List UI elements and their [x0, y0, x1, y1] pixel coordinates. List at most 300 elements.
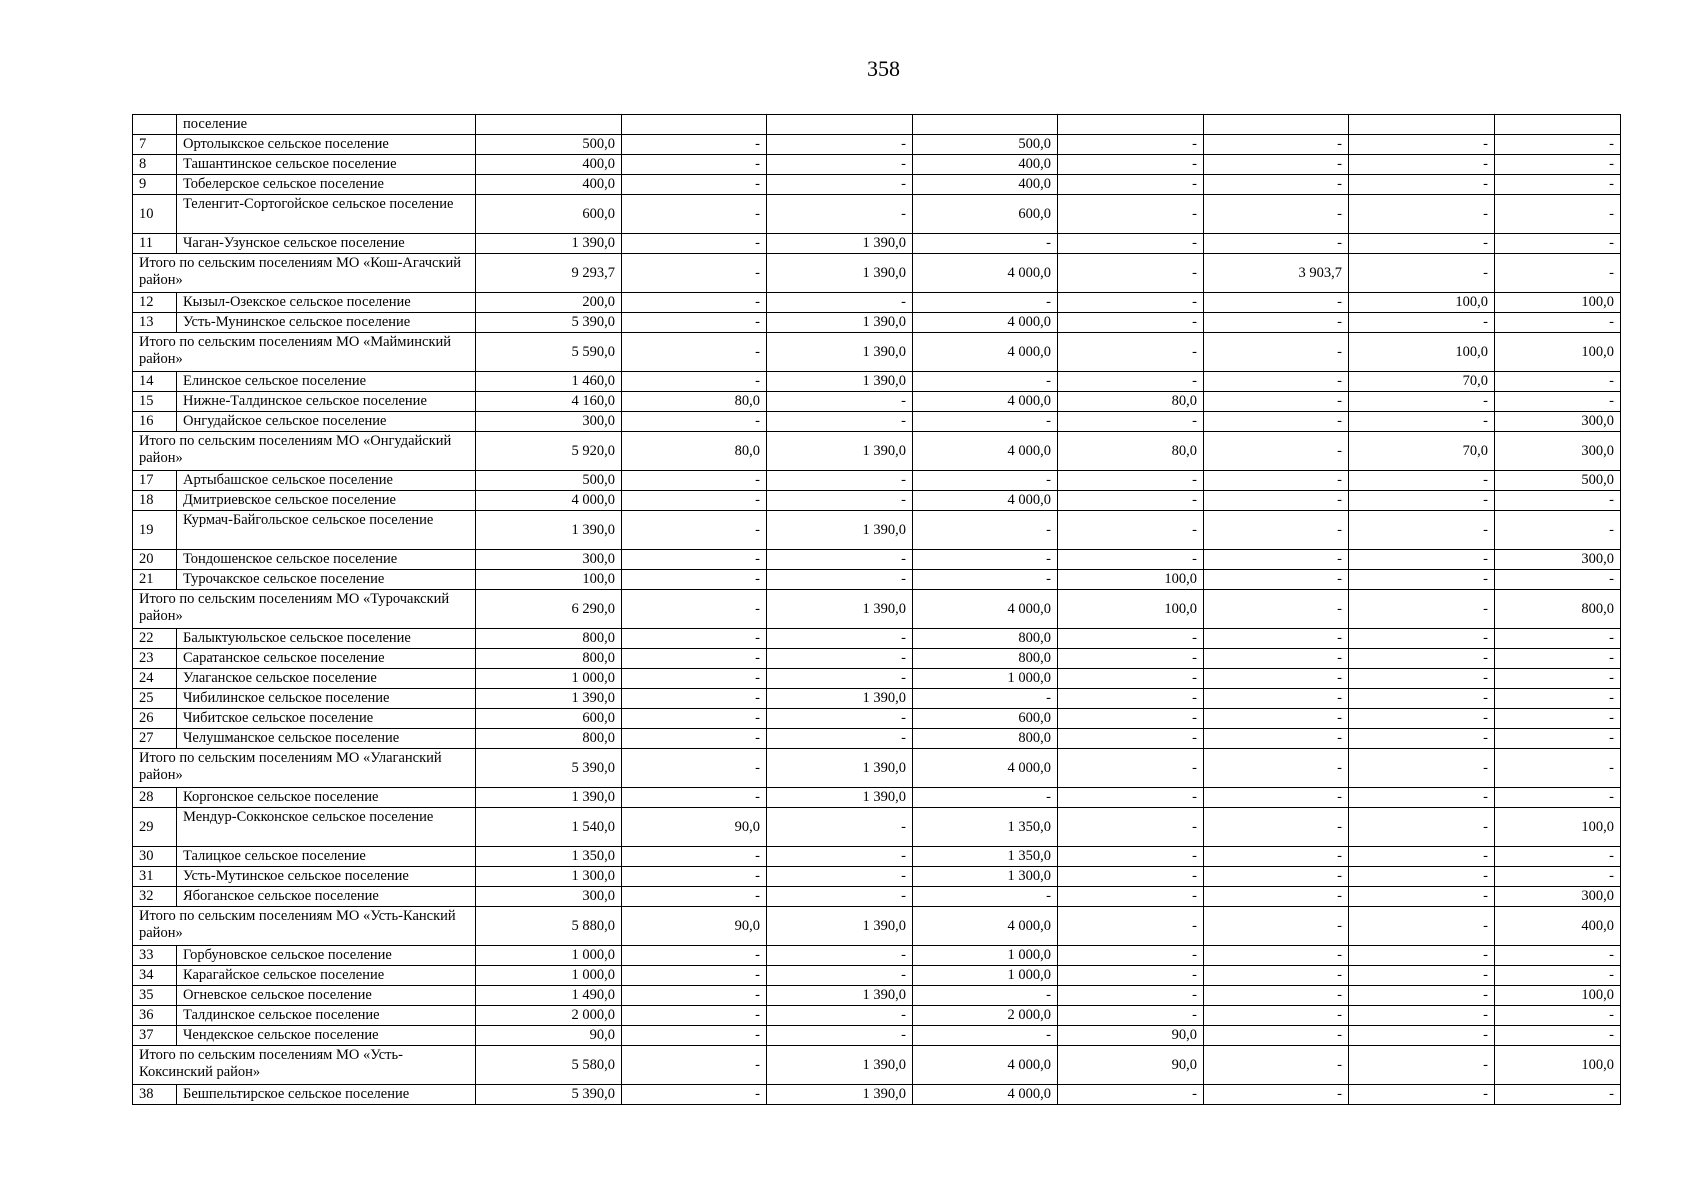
value-cell: - — [622, 155, 767, 175]
row-number: 31 — [133, 867, 177, 887]
value-cell: - — [622, 511, 767, 550]
value-cell: 1 460,0 — [476, 372, 622, 392]
row-number: 34 — [133, 966, 177, 986]
value-cell: - — [1349, 649, 1495, 669]
value-cell: 1 390,0 — [767, 372, 913, 392]
value-cell: 100,0 — [476, 570, 622, 590]
value-cell: - — [1058, 372, 1204, 392]
row-number: 8 — [133, 155, 177, 175]
value-cell: - — [1349, 471, 1495, 491]
value-cell: - — [1349, 234, 1495, 254]
settlement-name: Огневское сельское поселение — [177, 986, 476, 1006]
value-cell: - — [622, 966, 767, 986]
row-number: 32 — [133, 887, 177, 907]
value-cell: - — [1058, 689, 1204, 709]
table-row — [133, 689, 1621, 709]
value-cell: - — [1204, 175, 1349, 195]
value-cell: - — [622, 986, 767, 1006]
value-cell: - — [1204, 135, 1349, 155]
value-cell: - — [913, 986, 1058, 1006]
value-cell: - — [1058, 234, 1204, 254]
value-cell: 5 390,0 — [476, 313, 622, 333]
value-cell: 800,0 — [913, 649, 1058, 669]
value-cell: - — [1204, 491, 1349, 511]
value-cell: 1 350,0 — [913, 847, 1058, 867]
total-row — [133, 1046, 1621, 1085]
value-cell: - — [1204, 986, 1349, 1006]
value-cell: - — [622, 1006, 767, 1026]
value-cell: - — [1349, 629, 1495, 649]
value-cell: - — [1349, 313, 1495, 333]
value-cell — [622, 115, 767, 135]
value-cell: - — [1058, 491, 1204, 511]
settlement-name: Чибитское сельское поселение — [177, 709, 476, 729]
table-row — [133, 135, 1621, 155]
value-cell: 100,0 — [1495, 333, 1621, 372]
value-cell: - — [1495, 372, 1621, 392]
table-row — [133, 709, 1621, 729]
value-cell: 400,0 — [476, 175, 622, 195]
total-row — [133, 254, 1621, 293]
row-number: 18 — [133, 491, 177, 511]
table-row — [133, 491, 1621, 511]
value-cell: 1 390,0 — [767, 333, 913, 372]
value-cell: - — [1204, 669, 1349, 689]
value-cell: - — [622, 412, 767, 432]
value-cell: - — [622, 234, 767, 254]
row-number: 19 — [133, 511, 177, 550]
value-cell: - — [622, 313, 767, 333]
value-cell: - — [1058, 135, 1204, 155]
value-cell: 4 000,0 — [913, 254, 1058, 293]
value-cell: 600,0 — [476, 709, 622, 729]
value-cell: - — [1058, 313, 1204, 333]
value-cell: - — [913, 1026, 1058, 1046]
value-cell: - — [1349, 966, 1495, 986]
value-cell: - — [1349, 669, 1495, 689]
value-cell: - — [1058, 907, 1204, 946]
table-row — [133, 887, 1621, 907]
value-cell: - — [767, 491, 913, 511]
total-row — [133, 432, 1621, 471]
value-cell: - — [1204, 590, 1349, 629]
value-cell: - — [1204, 1006, 1349, 1026]
value-cell — [1058, 115, 1204, 135]
value-cell: - — [1204, 471, 1349, 491]
value-cell: 4 000,0 — [476, 491, 622, 511]
value-cell: - — [1349, 946, 1495, 966]
value-cell: - — [1058, 669, 1204, 689]
value-cell: - — [1058, 293, 1204, 313]
value-cell: - — [913, 511, 1058, 550]
value-cell: 1 000,0 — [913, 966, 1058, 986]
value-cell: 800,0 — [913, 629, 1058, 649]
value-cell: - — [767, 155, 913, 175]
value-cell: - — [1495, 1006, 1621, 1026]
value-cell: - — [1495, 135, 1621, 155]
value-cell: - — [622, 1026, 767, 1046]
value-cell: 400,0 — [476, 155, 622, 175]
value-cell: - — [1204, 907, 1349, 946]
settlement-name: Теленгит-Сортогойское сельское поселение — [177, 195, 476, 234]
value-cell — [1349, 115, 1495, 135]
table-row — [133, 629, 1621, 649]
value-cell: - — [1495, 669, 1621, 689]
value-cell: - — [622, 254, 767, 293]
value-cell: - — [622, 590, 767, 629]
value-cell: 4 000,0 — [913, 432, 1058, 471]
total-row — [133, 907, 1621, 946]
value-cell: - — [1495, 392, 1621, 412]
row-number: 28 — [133, 788, 177, 808]
settlement-name: Артыбашское сельское поселение — [177, 471, 476, 491]
value-cell: - — [1349, 511, 1495, 550]
value-cell: 4 000,0 — [913, 313, 1058, 333]
settlement-name: Чендекское сельское поселение — [177, 1026, 476, 1046]
value-cell: - — [622, 788, 767, 808]
value-cell: 600,0 — [913, 195, 1058, 234]
value-cell: 400,0 — [913, 175, 1058, 195]
value-cell: 800,0 — [476, 649, 622, 669]
value-cell: - — [1058, 709, 1204, 729]
value-cell: - — [1204, 887, 1349, 907]
table-row — [133, 867, 1621, 887]
budget-table — [132, 114, 1621, 1105]
value-cell: 300,0 — [1495, 550, 1621, 570]
value-cell: - — [1349, 550, 1495, 570]
value-cell: 300,0 — [476, 887, 622, 907]
value-cell: 1 390,0 — [767, 986, 913, 1006]
value-cell: - — [1204, 966, 1349, 986]
settlement-name: Онгудайское сельское поселение — [177, 412, 476, 432]
value-cell: 9 293,7 — [476, 254, 622, 293]
value-cell: - — [1495, 175, 1621, 195]
value-cell: 1 540,0 — [476, 808, 622, 847]
total-row — [133, 333, 1621, 372]
value-cell: - — [1495, 689, 1621, 709]
value-cell: 70,0 — [1349, 432, 1495, 471]
table-row — [133, 313, 1621, 333]
value-cell: - — [913, 234, 1058, 254]
value-cell: - — [622, 135, 767, 155]
table-row — [133, 234, 1621, 254]
row-number: 21 — [133, 570, 177, 590]
value-cell: - — [1204, 570, 1349, 590]
value-cell: - — [767, 471, 913, 491]
value-cell: - — [1349, 175, 1495, 195]
table-row — [133, 946, 1621, 966]
row-number: 23 — [133, 649, 177, 669]
settlement-name: Мендур-Сокконское сельское поселение — [177, 808, 476, 847]
row-number: 12 — [133, 293, 177, 313]
table-body — [133, 115, 1621, 1105]
value-cell: 90,0 — [622, 808, 767, 847]
value-cell: 1 000,0 — [913, 946, 1058, 966]
value-cell: - — [1204, 372, 1349, 392]
value-cell: - — [1058, 788, 1204, 808]
value-cell: - — [1204, 234, 1349, 254]
value-cell: 300,0 — [476, 550, 622, 570]
row-number: 27 — [133, 729, 177, 749]
value-cell: - — [767, 175, 913, 195]
value-cell: - — [1349, 195, 1495, 234]
value-cell: - — [1349, 749, 1495, 788]
value-cell: - — [1058, 946, 1204, 966]
row-number: 13 — [133, 313, 177, 333]
table-row — [133, 808, 1621, 847]
value-cell: - — [1495, 570, 1621, 590]
settlement-name: Горбуновское сельское поселение — [177, 946, 476, 966]
row-number — [133, 115, 177, 135]
value-cell: - — [767, 966, 913, 986]
value-cell: - — [622, 946, 767, 966]
row-number: 35 — [133, 986, 177, 1006]
value-cell: 4 000,0 — [913, 590, 1058, 629]
value-cell: - — [1495, 511, 1621, 550]
value-cell: - — [1058, 511, 1204, 550]
value-cell: - — [1204, 1085, 1349, 1105]
row-number: 14 — [133, 372, 177, 392]
value-cell: 300,0 — [1495, 432, 1621, 471]
value-cell: 600,0 — [913, 709, 1058, 729]
value-cell: - — [1204, 946, 1349, 966]
value-cell: - — [1204, 313, 1349, 333]
value-cell: - — [1058, 649, 1204, 669]
value-cell: 400,0 — [1495, 907, 1621, 946]
settlement-name: Усть-Мунинское сельское поселение — [177, 313, 476, 333]
value-cell: 1 000,0 — [476, 669, 622, 689]
value-cell: - — [1495, 729, 1621, 749]
table-row — [133, 175, 1621, 195]
value-cell: - — [1349, 689, 1495, 709]
value-cell: 500,0 — [476, 471, 622, 491]
row-number: 9 — [133, 175, 177, 195]
value-cell: - — [622, 195, 767, 234]
value-cell: 500,0 — [476, 135, 622, 155]
value-cell: 4 000,0 — [913, 907, 1058, 946]
value-cell: - — [913, 293, 1058, 313]
value-cell: - — [1204, 689, 1349, 709]
value-cell: 100,0 — [1495, 986, 1621, 1006]
row-number: 20 — [133, 550, 177, 570]
value-cell: - — [1204, 729, 1349, 749]
value-cell: 4 000,0 — [913, 333, 1058, 372]
row-number: 29 — [133, 808, 177, 847]
value-cell: - — [1349, 808, 1495, 847]
value-cell: - — [767, 550, 913, 570]
value-cell: - — [767, 392, 913, 412]
value-cell: - — [1349, 847, 1495, 867]
value-cell: 1 390,0 — [767, 1085, 913, 1105]
value-cell: - — [767, 195, 913, 234]
settlement-name: Балыктуюльское сельское поселение — [177, 629, 476, 649]
table-row — [133, 471, 1621, 491]
value-cell: 90,0 — [476, 1026, 622, 1046]
value-cell: 5 590,0 — [476, 333, 622, 372]
value-cell: 4 000,0 — [913, 1085, 1058, 1105]
value-cell: - — [1058, 629, 1204, 649]
settlement-name: Тондошенское сельское поселение — [177, 550, 476, 570]
value-cell: - — [1495, 1085, 1621, 1105]
value-cell: - — [1204, 195, 1349, 234]
value-cell: 1 390,0 — [767, 313, 913, 333]
table-row — [133, 293, 1621, 313]
value-cell: - — [1495, 966, 1621, 986]
value-cell: - — [622, 491, 767, 511]
table-row — [133, 966, 1621, 986]
settlement-name: Усть-Мутинское сельское поселение — [177, 867, 476, 887]
value-cell: 1 300,0 — [476, 867, 622, 887]
settlement-name: Саратанское сельское поселение — [177, 649, 476, 669]
value-cell: 300,0 — [476, 412, 622, 432]
value-cell: 70,0 — [1349, 372, 1495, 392]
value-cell: - — [1204, 847, 1349, 867]
value-cell: 1 390,0 — [476, 511, 622, 550]
value-cell: - — [767, 729, 913, 749]
value-cell: - — [622, 887, 767, 907]
value-cell: 1 390,0 — [767, 234, 913, 254]
value-cell: - — [767, 669, 913, 689]
value-cell: 1 000,0 — [913, 669, 1058, 689]
value-cell: - — [767, 867, 913, 887]
settlement-name: Ортолыкское сельское поселение — [177, 135, 476, 155]
value-cell: - — [622, 293, 767, 313]
value-cell: 800,0 — [476, 629, 622, 649]
value-cell: - — [1204, 412, 1349, 432]
value-cell: - — [913, 689, 1058, 709]
value-cell — [476, 115, 622, 135]
value-cell: - — [1349, 254, 1495, 293]
value-cell: 1 390,0 — [476, 689, 622, 709]
value-cell: - — [1495, 649, 1621, 669]
value-cell: 5 920,0 — [476, 432, 622, 471]
value-cell: - — [1204, 155, 1349, 175]
settlement-name: Дмитриевское сельское поселение — [177, 491, 476, 511]
settlement-name: Чаган-Узунское сельское поселение — [177, 234, 476, 254]
value-cell: - — [1204, 293, 1349, 313]
value-cell: - — [622, 867, 767, 887]
value-cell: - — [1495, 629, 1621, 649]
settlement-name: Челушманское сельское поселение — [177, 729, 476, 749]
total-label: Итого по сельским поселениям МО «Усть-Коксинский район» — [133, 1046, 476, 1085]
settlement-name: Бешпельтирское сельское поселение — [177, 1085, 476, 1105]
value-cell: - — [622, 649, 767, 669]
value-cell: 4 000,0 — [913, 749, 1058, 788]
value-cell: - — [622, 709, 767, 729]
row-number: 15 — [133, 392, 177, 412]
value-cell: - — [1204, 749, 1349, 788]
value-cell: - — [1349, 729, 1495, 749]
value-cell: - — [1058, 847, 1204, 867]
table-row — [133, 392, 1621, 412]
value-cell: - — [1204, 709, 1349, 729]
value-cell: 300,0 — [1495, 412, 1621, 432]
table-row — [133, 372, 1621, 392]
settlement-name: Карагайское сельское поселение — [177, 966, 476, 986]
settlement-name: Талдинское сельское поселение — [177, 1006, 476, 1026]
value-cell: 90,0 — [622, 907, 767, 946]
value-cell: - — [1204, 808, 1349, 847]
value-cell: 5 390,0 — [476, 749, 622, 788]
value-cell: 800,0 — [476, 729, 622, 749]
value-cell: - — [1058, 867, 1204, 887]
table-row — [133, 570, 1621, 590]
table-row — [133, 729, 1621, 749]
settlement-name: поселение — [177, 115, 476, 135]
value-cell: 2 000,0 — [476, 1006, 622, 1026]
row-number: 26 — [133, 709, 177, 729]
value-cell: - — [622, 689, 767, 709]
value-cell: - — [1495, 749, 1621, 788]
value-cell: 1 000,0 — [476, 946, 622, 966]
settlement-name: Коргонское сельское поселение — [177, 788, 476, 808]
table-row — [133, 986, 1621, 1006]
value-cell: - — [622, 175, 767, 195]
value-cell — [767, 115, 913, 135]
value-cell: 1 350,0 — [476, 847, 622, 867]
value-cell: 100,0 — [1349, 333, 1495, 372]
value-cell: - — [622, 847, 767, 867]
table-row — [133, 1006, 1621, 1026]
value-cell: - — [1204, 629, 1349, 649]
table-row — [133, 550, 1621, 570]
value-cell: - — [1349, 412, 1495, 432]
value-cell: - — [622, 1046, 767, 1085]
value-cell: - — [1204, 333, 1349, 372]
settlement-name: Ябоганское сельское поселение — [177, 887, 476, 907]
value-cell: - — [1349, 887, 1495, 907]
value-cell: - — [913, 372, 1058, 392]
value-cell: - — [767, 570, 913, 590]
value-cell: - — [1204, 1046, 1349, 1085]
value-cell: 1 390,0 — [476, 788, 622, 808]
value-cell: - — [1495, 946, 1621, 966]
value-cell: 5 390,0 — [476, 1085, 622, 1105]
value-cell: - — [1058, 195, 1204, 234]
value-cell: - — [913, 788, 1058, 808]
value-cell: - — [622, 749, 767, 788]
value-cell: - — [1204, 1026, 1349, 1046]
value-cell: 1 350,0 — [913, 808, 1058, 847]
value-cell: - — [1495, 491, 1621, 511]
value-cell: 1 390,0 — [767, 689, 913, 709]
value-cell: - — [1058, 550, 1204, 570]
value-cell: - — [622, 729, 767, 749]
value-cell: 1 490,0 — [476, 986, 622, 1006]
value-cell — [1495, 115, 1621, 135]
value-cell: 100,0 — [1349, 293, 1495, 313]
value-cell: - — [1349, 986, 1495, 1006]
settlement-name: Улаганское сельское поселение — [177, 669, 476, 689]
row-number: 30 — [133, 847, 177, 867]
value-cell: 5 580,0 — [476, 1046, 622, 1085]
value-cell: - — [1349, 392, 1495, 412]
value-cell: - — [1204, 649, 1349, 669]
value-cell: 800,0 — [913, 729, 1058, 749]
total-label: Итого по сельским поселениям МО «Кош-Агачский район» — [133, 254, 476, 293]
table-row — [133, 195, 1621, 234]
value-cell: - — [767, 887, 913, 907]
value-cell: - — [1058, 1085, 1204, 1105]
value-cell: - — [913, 887, 1058, 907]
total-label: Итого по сельским поселениям МО «Онгудайский район» — [133, 432, 476, 471]
row-number: 38 — [133, 1085, 177, 1105]
value-cell: - — [1058, 749, 1204, 788]
value-cell: 90,0 — [1058, 1026, 1204, 1046]
value-cell: - — [1204, 432, 1349, 471]
value-cell: - — [913, 570, 1058, 590]
value-cell: - — [1495, 709, 1621, 729]
